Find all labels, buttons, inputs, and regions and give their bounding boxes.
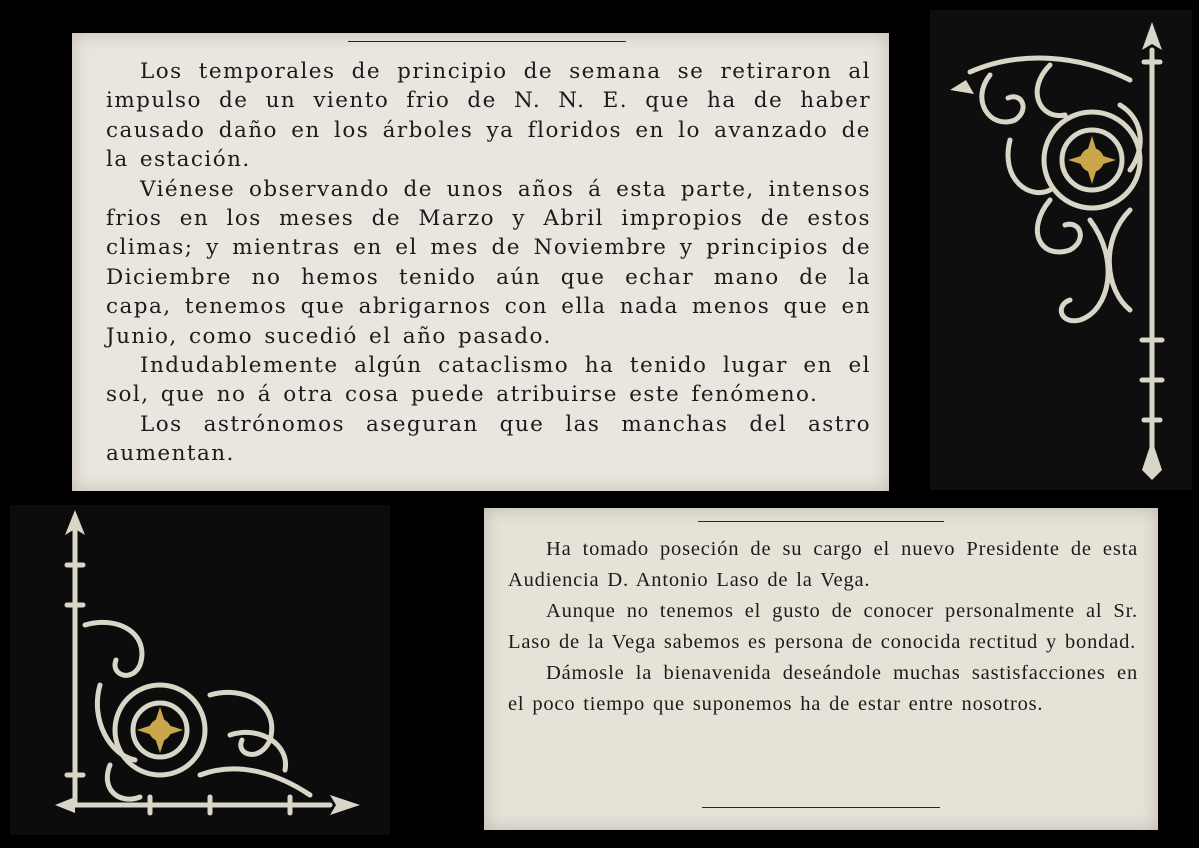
paragraph: Indudablemente algún cataclismo ha tenido lugar en el sol, que no á otra cosa puede atribuirse este fenómeno. [106,353,871,408]
separator-rule [702,807,940,808]
corner-ornament-icon [930,10,1192,490]
paragraph: Los temporales de principio de semana se retiraron al impulso de un viento frio de N. N. E. que ha de haber causado daño en los árboles ya floridos en lo avanzado de la estación. [106,59,871,173]
paragraph: Viénese observando de unos años á esta parte, intensos frios en los meses de Marzo y Abril impropios de estos climas; y mientras en el mes de Noviembre y principios de Diciembre no hemos tenido aún que echar mano de la capa, tenemos que abrigarnos con ella nada menos que en Junio, como sucedió el año pasado. [106,176,871,349]
separator-rule [348,41,626,42]
corner-ornament-icon [10,505,390,835]
clipping-president [484,508,1158,830]
separator-rule [698,521,944,522]
paragraph: Aunque no tenemos el gusto de conocer personalmente al Sr. Laso de la Vega sabemos es persona de conocida rectitud y bondad. [508,600,1138,653]
paragraph: Ha tomado poseción de su cargo el nuevo Presidente de esta Audiencia D. Antonio Laso de la Vega. [508,538,1138,591]
paragraph: Los astrónomos aseguran que las manchas del astro aumentan. [106,411,871,467]
paragraph: Dámosle la bienavenida deseándole muchas sastisfacciones en el poco tiempo que suponemos ha de estar entre nosotros. [508,662,1138,715]
clipping-weather [72,33,889,491]
